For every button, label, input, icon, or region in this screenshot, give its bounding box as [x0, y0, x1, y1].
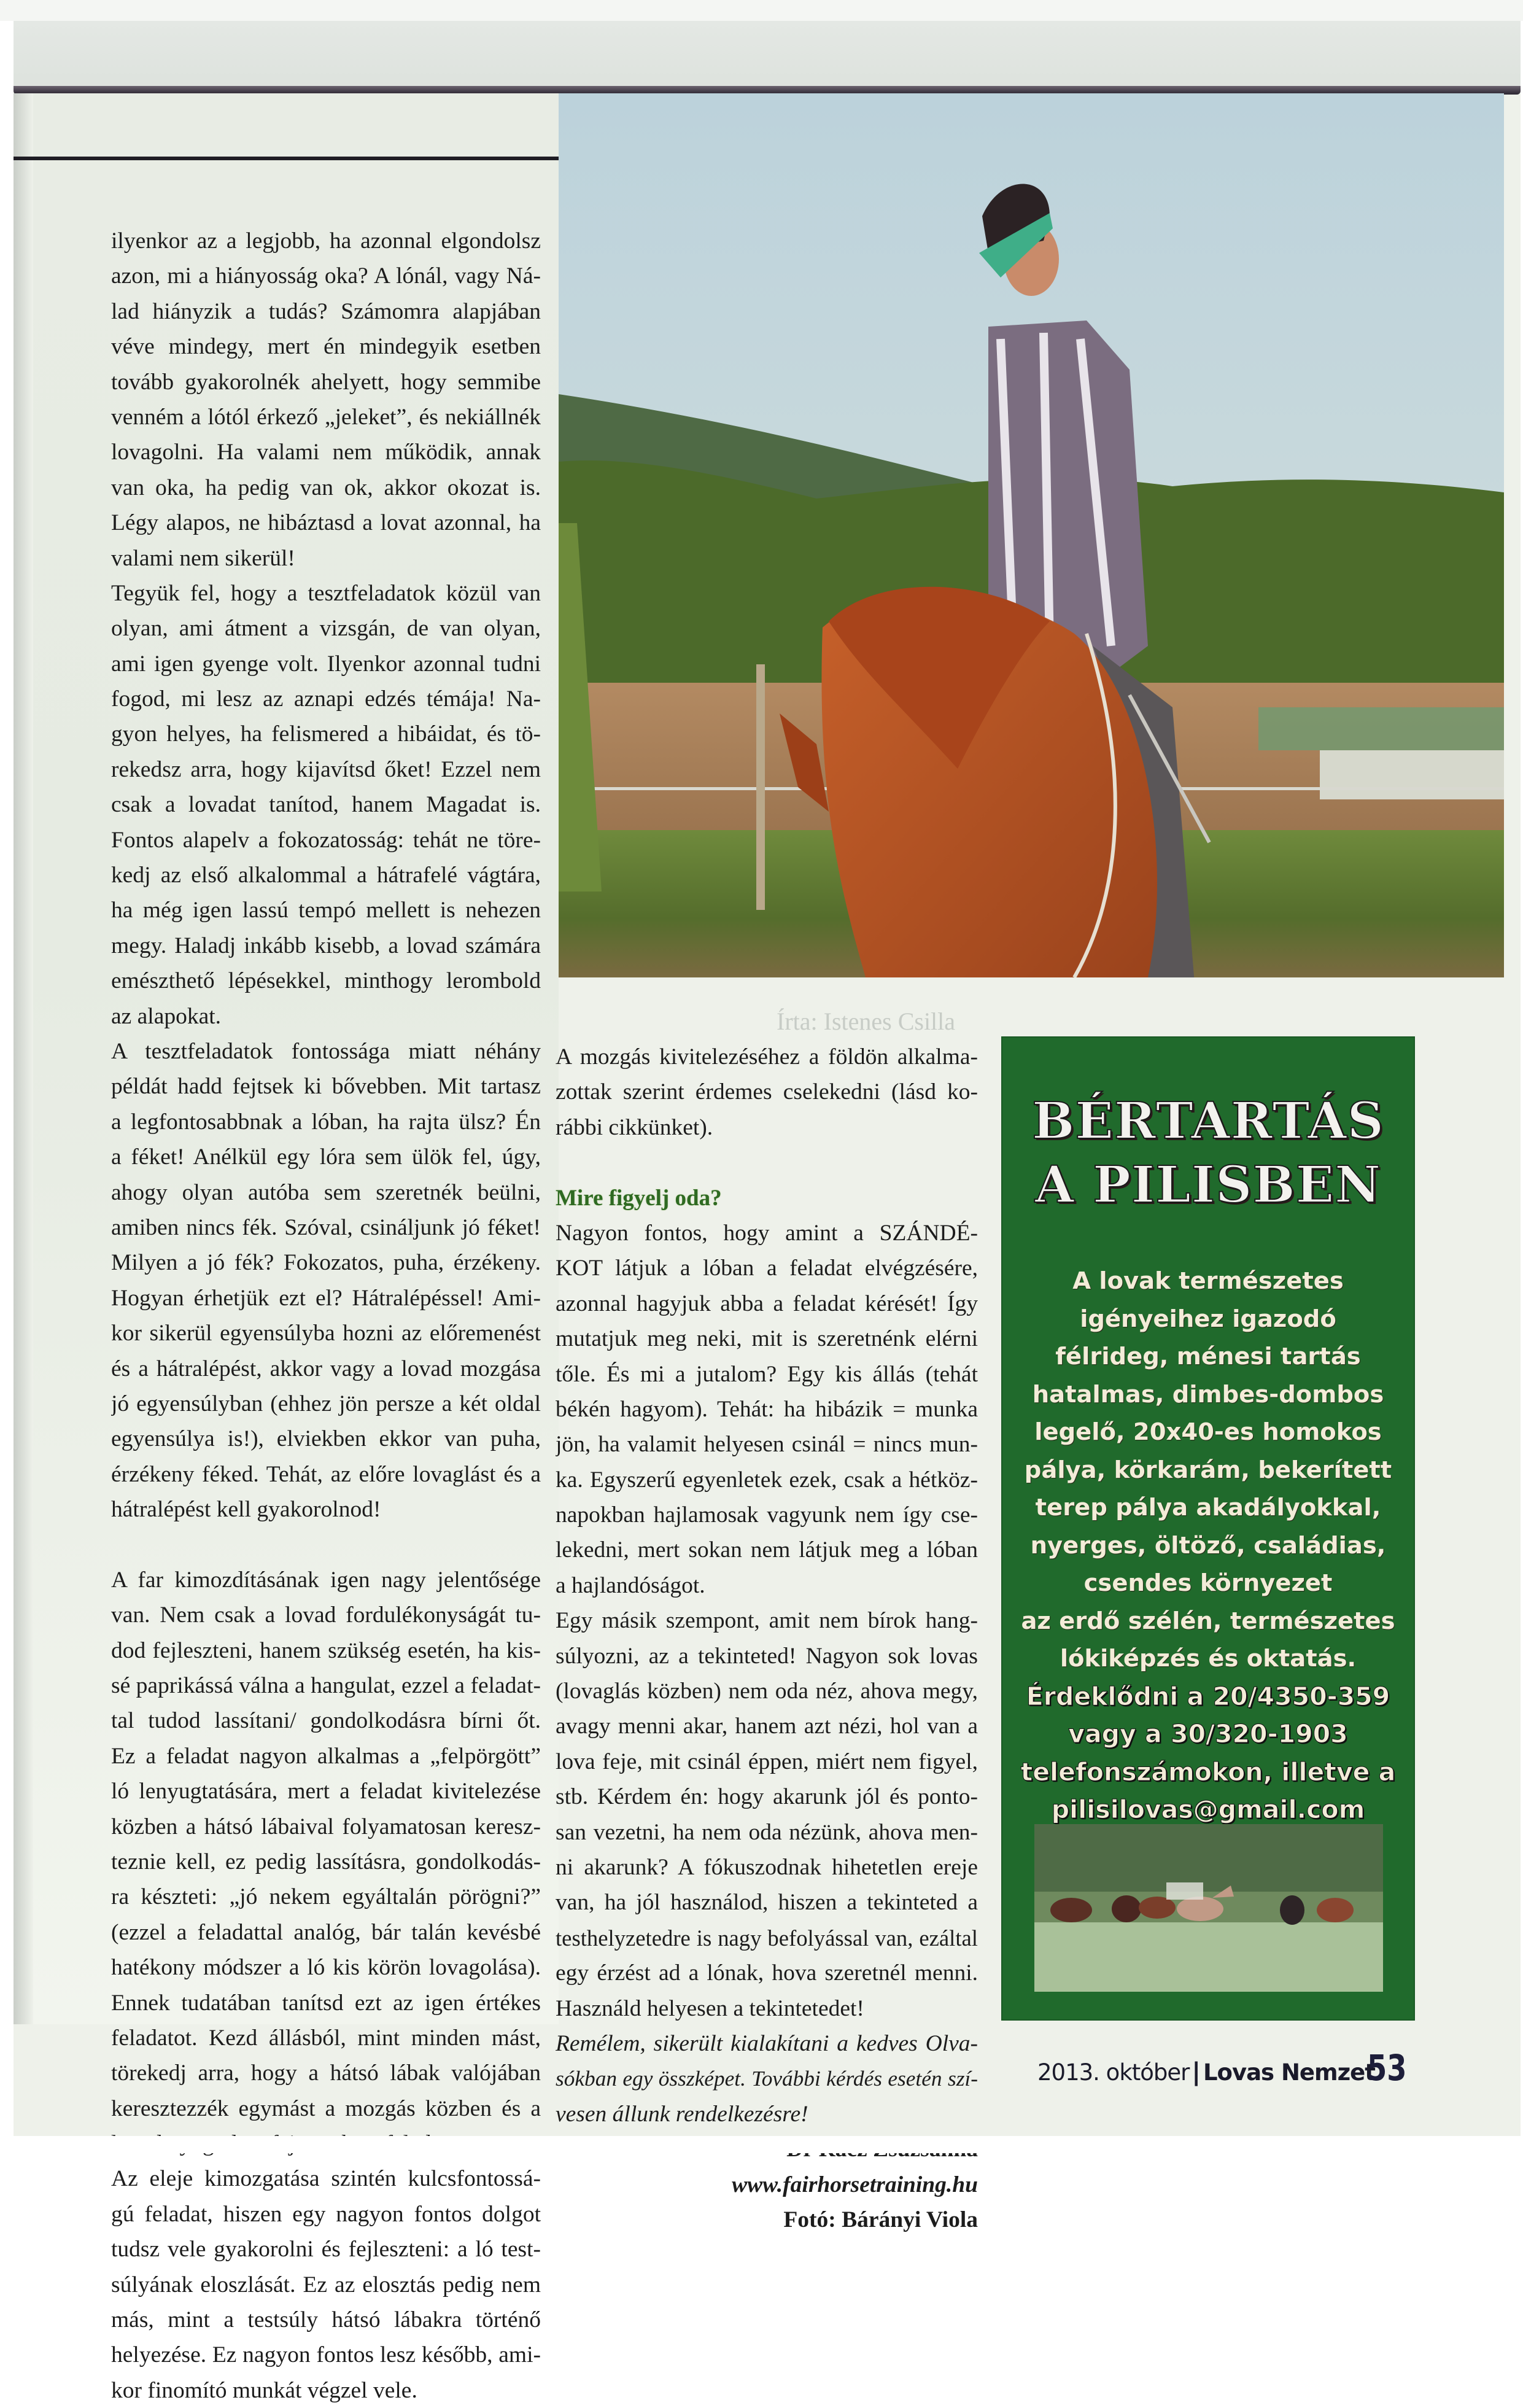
left-text-line: Légy alapos, ne hibáztasd a lovat azonnal, ha — [111, 510, 541, 536]
scan-margin-top — [0, 0, 1523, 21]
left-text-line: tudsz vele gyakorolni és fejleszteni: a ló test- — [111, 2237, 541, 2262]
left-text-line: helyezése. Ez nagyon fontos lesz később, ami- — [111, 2342, 541, 2368]
body-line: ka. Egyszerű egyenletek ezek, csak a hétköz- — [556, 1467, 978, 1493]
ad-contact-line: telefonszámokon, illetve a — [1020, 1757, 1396, 1787]
closing-line: vesen állunk rendelkezésre! — [556, 2101, 808, 2127]
left-text-line: ami igen gyenge volt. Ilyenkor azonnal tudni — [111, 651, 541, 677]
body-line: jön, ha valamit helyesen csinál = nincs mun- — [556, 1432, 978, 1458]
left-text-line: ahogy olyan autóba sem szeretnék beülni, — [111, 1179, 541, 1205]
left-text-line: olyan, ami átment a vizsgán, de van olyan, — [111, 616, 541, 642]
left-text-line: érzékeny féked. Tehát, az előre lovaglást és a — [111, 1461, 541, 1487]
intro-paragraph — [556, 1039, 978, 1145]
horse-2 — [1112, 1895, 1141, 1922]
left-text-line: azon, mi a hiányosság oka? A lónál, vagy Ná- — [111, 263, 541, 289]
body-line: egy érzést ad a lónak, hova szeretnél menni. — [556, 1960, 978, 1986]
body-line: van, ha jól használod, hiszen a tekinteted a — [556, 1890, 978, 1916]
left-text-line: gú feladat, hiszen egy nagyon fontos dolgot — [111, 2201, 541, 2227]
left-text-line: van. Nem csak a lovad fordulékonyságát tu- — [111, 1602, 541, 1628]
left-text-line: ha még igen lassú tempó mellett is nehezen — [111, 898, 541, 923]
author-website-link[interactable]: www.fairhorsetraining.hu — [732, 2172, 978, 2197]
body-line: lova feje, mit csinál éppen, miért nem figyel, — [556, 1749, 978, 1774]
page-top-strip — [14, 21, 1521, 90]
middle-text-column — [556, 1039, 978, 2237]
left-text-line: a féket! Anélkül egy lóra sem ülök fel, úgy, — [111, 1144, 541, 1170]
body-line: avagy menni akar, hanem azt nézi, hol van a — [556, 1714, 978, 1739]
bushes — [1034, 1824, 1383, 1892]
left-text-line: kor sikerül egyensúlyba hozni az előremenést — [111, 1321, 541, 1346]
ad-description-line: pálya, körkarám, bekerített — [1024, 1456, 1392, 1484]
left-text-line: egyensúlya is!), elviekben ekkor van puha, — [111, 1426, 541, 1452]
left-text-line: megy. Haladj inkább kisebb, a lovad számára — [111, 933, 541, 958]
ad-title-space — [1002, 1217, 1414, 1262]
ad-description — [1002, 1262, 1414, 1678]
ad-description-line: csendes környezet — [1083, 1569, 1333, 1597]
body-line: stb. Kérdem én: hogy akarunk jól és ponto- — [556, 1784, 978, 1810]
body-line: Egy másik szempont, amit nem bírok hang- — [556, 1608, 978, 1634]
body-line: (lovaglás közben) nem oda néz, ahova megy, — [556, 1679, 978, 1704]
left-text-line: ra készteti: „jó nekem egyáltalán pörögni?” — [111, 1884, 541, 1910]
left-text-line: ilyenkor az a legjobb, ha azonnal elgondolsz — [111, 228, 541, 254]
distant-fence — [1258, 707, 1504, 750]
binding-gutter — [14, 93, 33, 2024]
left-text-line — [111, 1527, 541, 1562]
left-text-line: kedj az első alkalommal a hátrafelé vágtára, — [111, 863, 541, 888]
left-text-line: ló lenyugtatására, mert a feladat kivitelezése — [111, 1779, 541, 1804]
left-text-line: hatékony módszer a ló kis körön lovagolása). — [111, 1955, 541, 1981]
left-text-line: van oka, ha pedig van ok, akkor okozat is. — [111, 475, 541, 500]
left-text-line: lad hiányzik a tudás? Számomra alapjában — [111, 298, 541, 324]
left-text-line: teznie kell, ez pedig lassításra, gondolkodás- — [111, 1849, 541, 1874]
left-text-line: A far kimozdításának igen nagy jelentősége — [111, 1567, 541, 1593]
left-text-line: hátralépést kell gyakorolnod! — [111, 1497, 381, 1523]
left-text-line: valami nem sikerül! — [111, 545, 295, 571]
ad-title-line-2: A PILISBEN — [1034, 1155, 1382, 1214]
ad-description-line: terep pálya akadályokkal, — [1035, 1494, 1381, 1521]
body-line: Nagyon fontos, hogy amint a SZÁNDÉ- — [556, 1220, 978, 1246]
ad-description-line: hatalmas, dimbes-dombos — [1032, 1380, 1384, 1408]
left-text-line: véve mindegy, mert én mindegyik esetben — [111, 334, 541, 360]
closing-paragraph — [556, 2026, 978, 2132]
closing-line: sókban egy összképet. További kérdés esetén szí- — [556, 2067, 978, 2091]
intro-line: zottak szerint érdemes cselekedni (lásd ko- — [556, 1079, 978, 1105]
ad-description-line: igényeihez igazodó — [1080, 1305, 1336, 1333]
left-text-line: Tegyük fel, hogy a tesztfeladatok közül van — [111, 580, 541, 606]
body-line: azonnal hagyjuk abba a feladat kérését! Így — [556, 1291, 978, 1316]
ad-title-line-1: BÉRTARTÁS — [1032, 1092, 1384, 1151]
meadow-grass — [1034, 1922, 1383, 1992]
body-line: a hajlandóságot. — [556, 1572, 705, 1598]
left-text-line: amiben nincs fék. Szóval, csináljunk jó féket! — [111, 1214, 541, 1240]
left-text-line: tovább gyakorolnék ahelyett, hogy semmibe — [111, 369, 541, 395]
horse-4 — [1177, 1897, 1223, 1921]
ad-horses-photo — [1034, 1824, 1383, 1992]
left-text-line: feladatot. Kezd állásból, mint minden mást, — [111, 2025, 541, 2051]
ad-description-line: A lovak természetes — [1072, 1267, 1344, 1295]
section-heading: Mire figyelj oda? — [556, 1185, 722, 1211]
left-text-line: lovagolni. Ha valami nem működik, annak — [111, 440, 541, 465]
body-line: tőle. És mi a jutalom? Egy kis állás (tehát — [556, 1361, 978, 1387]
left-text-line: csak a lovadat tanítod, hanem Magadat is. — [111, 792, 541, 818]
body-line: ni akarunk? A fókuszodnak hihetetlen ereje — [556, 1854, 978, 1880]
bleed-through-byline: Írta: Istenes Csilla — [777, 1008, 956, 1035]
photo-credit: Fotó: Bárányi Viola — [783, 2207, 978, 2232]
horse-6 — [1317, 1898, 1354, 1922]
ad-top-space — [1002, 1038, 1414, 1089]
spacer — [556, 1145, 978, 1180]
body-line: mutatjuk meg neki, mit is szeretnénk elérni — [556, 1326, 978, 1352]
body-line: súlyozni, az a tekinteted! Nagyon sok lovas — [556, 1643, 978, 1669]
horse-5 — [1280, 1895, 1304, 1925]
left-text-line: jó egyensúlyban (ehhez jön persze a két oldal — [111, 1391, 541, 1416]
left-text-line: A tesztfeladatok fontossága miatt néhány — [111, 1038, 541, 1064]
main-photo-illustration — [559, 93, 1504, 977]
body-line: Használd helyesen a tekintetedet! — [556, 1995, 864, 2021]
horses-in-meadow-illustration — [1034, 1824, 1383, 1992]
left-text-line: kor finomító munkát végzel vele. — [111, 2377, 417, 2403]
left-text-line: Ennek tudatában tanítsd ezt az igen értékes — [111, 1990, 541, 2016]
left-text-line: Fontos alapelv a fokozatosság: tehát ne töre- — [111, 827, 541, 853]
white-blossom-bush — [1166, 1882, 1203, 1900]
left-text-line: sé paprikássá válna a hangulat, ezzel a feladat- — [111, 1673, 541, 1699]
arena-wall — [1320, 750, 1504, 799]
advertisement-box — [1001, 1036, 1415, 2021]
intro-line: A mozgás kivitelezéséhez a földön alkalma- — [556, 1044, 978, 1070]
ad-description-line: az erdő szélén, természetes — [1021, 1607, 1395, 1635]
left-text-line: súlyának eloszlását. Ez az elosztás pedig nem — [111, 2272, 541, 2297]
page-footer — [1037, 2058, 1375, 2086]
left-text-line: a legfontosabbnak a lóban, ha rajta ülsz? Én — [111, 1109, 541, 1135]
ad-description-line: nyerges, öltöző, családias, — [1030, 1531, 1386, 1559]
left-text-line: emészthető lépésekkel, minthogy lerombold — [111, 968, 541, 994]
page-number: 53 — [1367, 2047, 1407, 2089]
left-text-line: Az eleje kimozgatása szintén kulcsfontossá- — [111, 2166, 541, 2192]
left-text-line: példát hadd fejtsek ki bővebben. Mit tartasz — [111, 1074, 541, 1100]
left-text-line: gyon helyes, ha felismered a hibáidat, és tö- — [111, 721, 541, 747]
ad-description-line: félrideg, ménesi tartás — [1055, 1343, 1361, 1370]
body-line: testhelyzetedre is nagy befolyással van, ezáltal — [556, 1925, 978, 1951]
left-text-line: Milyen a jó fék? Fokozatos, puha, érzékeny. — [111, 1250, 541, 1276]
left-text-line: az alapokat. — [111, 1003, 222, 1029]
left-text-line: törekedj arra, hogy a hátsó lábak valójában — [111, 2060, 541, 2086]
left-text-line: tal tudod lassítani/ gondolkodásra bírni őt. — [111, 1708, 541, 1734]
left-text-line: más, mint a testsúly hátsó lábakra történő — [111, 2307, 541, 2333]
left-text-line: Hogyan érhetjük ezt el? Hátralépéssel! Ami- — [111, 1285, 541, 1311]
footer-separator: | — [1192, 2058, 1201, 2086]
body-line: KOT látjuk a lóban a feladat elvégzésére, — [556, 1256, 978, 1281]
intro-line: rábbi cikkünket). — [556, 1114, 713, 1140]
left-text-line: venném a lótól érkező „jeleket”, és nekiállnék — [111, 404, 541, 430]
ad-contact-line: vagy a 30/320-1903 — [1068, 1719, 1348, 1749]
left-text-line: keresztezzék egymást a mozgás közben és a — [111, 2095, 541, 2121]
left-text-line: fogod, mi lesz az aznapi edzés témája! Na- — [111, 686, 541, 712]
closing-line: Remélem, sikerült kialakítani a kedves Olva- — [556, 2030, 978, 2056]
fence-post — [756, 664, 765, 910]
horse-3 — [1139, 1897, 1176, 1919]
scan-margin-bottom — [0, 2136, 1523, 2153]
ad-contact-line: Érdeklődni a 20/4350-359 — [1026, 1681, 1390, 1711]
left-text-line: dod fejleszteni, hanem szükség esetén, ha kis- — [111, 1637, 541, 1663]
body-line: békén hagyom). Tehát: ha hibázik = munka — [556, 1396, 978, 1422]
left-text-column — [111, 223, 541, 2408]
left-text-line: (ezzel a feladattal analóg, bár talán kevésbé — [111, 1919, 541, 1945]
ad-description-line: legelő, 20x40-es homokos — [1034, 1418, 1382, 1446]
left-text-line: rekedsz arra, hogy kijavítsd őket! Ezzel nem — [111, 756, 541, 782]
body-line: lekedni, mert sokan nem látjuk meg a lóban — [556, 1537, 978, 1563]
body-paragraphs — [556, 1216, 978, 2026]
left-column-rule — [14, 157, 559, 160]
magazine-name: Lovas Nemzet — [1203, 2059, 1375, 2086]
left-text-line: Ez a feladat nagyon alkalmas a „felpörgött” — [111, 1743, 541, 1769]
body-line: napokban hajlamosak vagyunk nem így cse- — [556, 1502, 978, 1528]
body-line: san vezetni, ha nem oda nézünk, ahova men- — [556, 1819, 978, 1845]
left-text-line: és a hátralépést, akkor vagy a lovad mozgása — [111, 1356, 541, 1381]
ad-description-line: lókiképzés és oktatás. — [1060, 1645, 1357, 1672]
main-photo — [559, 93, 1504, 977]
issue-date: 2013. október — [1037, 2059, 1190, 2086]
horse-1 — [1050, 1898, 1092, 1922]
left-text-line: közben a hátsó lábaival folyamatosan keresz- — [111, 1814, 541, 1839]
ad-email[interactable]: pilisilovas@gmail.com — [1051, 1795, 1365, 1824]
